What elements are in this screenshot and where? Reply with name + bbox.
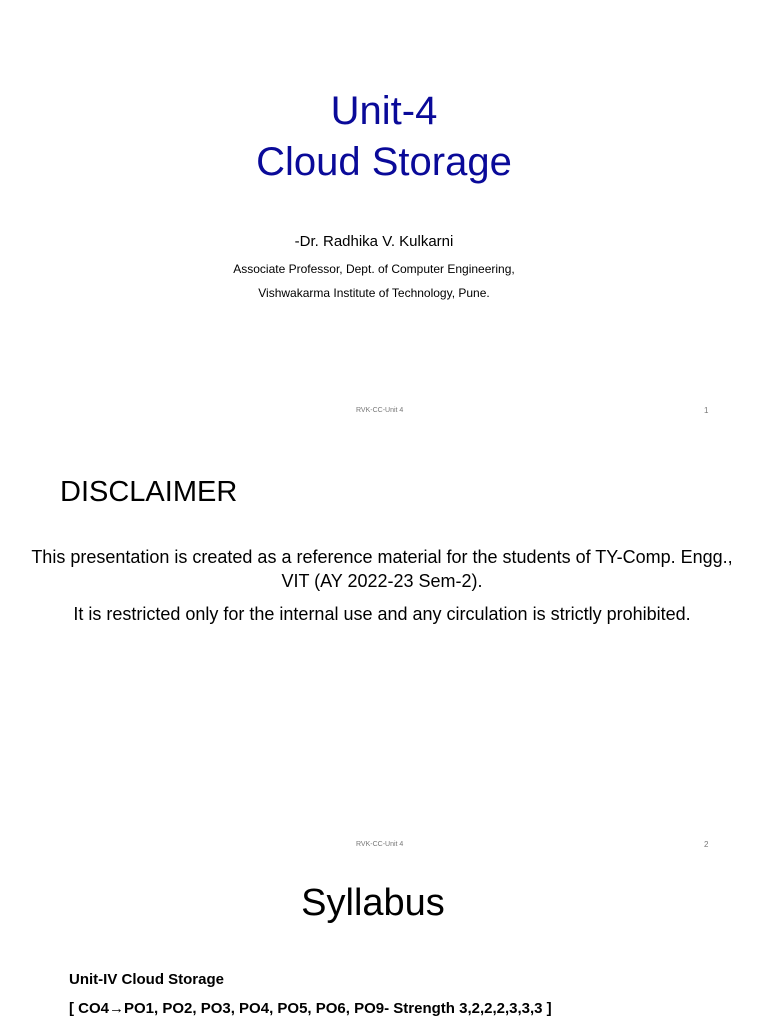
unit-heading: Unit-IV Cloud Storage [69,971,224,988]
slide-2 [0,432,768,864]
slide-title-line-2: Cloud Storage [256,140,512,184]
disclaimer-paragraph-1: This presentation is created as a reference material for the students of TY-Comp. Engg., VIT (AY 2022-23 Sem-2). [31,547,733,591]
disclaimer-paragraph-2: It is restricted only for the internal use and any circulation is strictly prohibited. [73,604,691,624]
author-affiliation-line-2: Vishwakarma Institute of Technology, Pune. [258,286,490,300]
slide-page-number: 1 [704,406,709,415]
slide-footer: RVK-CC-Unit 4 [356,407,404,414]
slide-3 [0,864,768,1024]
slide-1 [0,0,768,432]
syllabus-title: Syllabus [301,882,445,924]
slide-title-line-1: Unit-4 [330,89,438,133]
author-affiliation-line-1: Associate Professor, Dept. of Computer Engineering, [233,262,515,276]
disclaimer-title: DISCLAIMER [60,476,238,508]
author-name: -Dr. Radhika V. Kulkarni [294,233,454,250]
slide-page-number: 2 [704,840,709,849]
co-po-mapping: [ CO4→PO1, PO2, PO3, PO4, PO5, PO6, PO9- Strength 3,2,2,2,3,3,3 ] [69,1000,552,1017]
slide-footer: RVK-CC-Unit 4 [356,841,404,848]
